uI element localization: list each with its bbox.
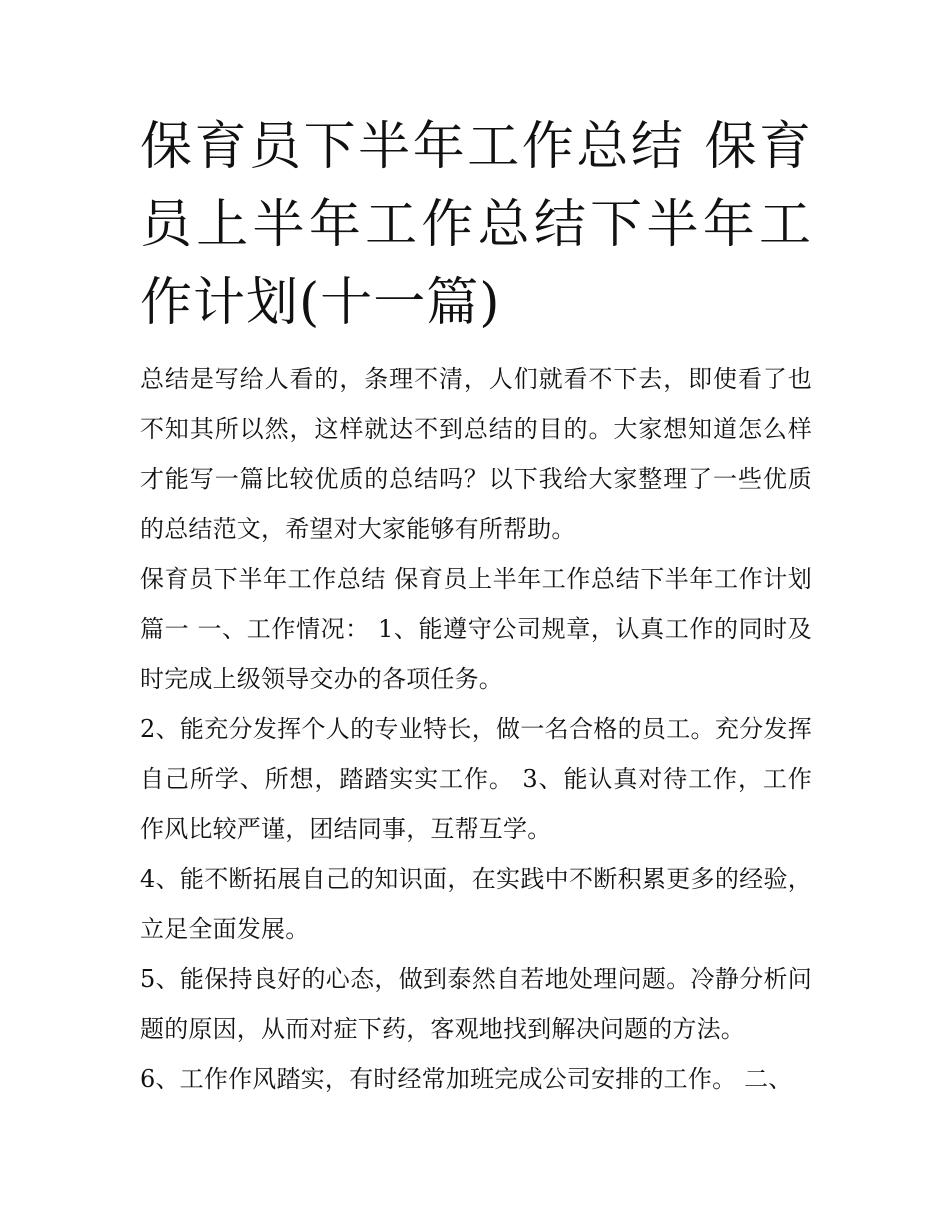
paragraph-item-2-3: 2、能充分发挥个人的专业特长，做一名合格的员工。充分发挥自己所学、所想，踏踏实实工作。 3、能认真对待工作，工作作风比较严谨，团结同事，互帮互学。 [140, 715, 812, 843]
document-page [140, 108, 812, 1104]
paragraph-item-6: 6、工作作风踏实，有时经常加班完成公司安排的工作。 二、 [140, 1065, 793, 1093]
paragraph-item-5: 5、能保持良好的心态，做到泰然自若地处理问题。冷静分析问题的原因，从而对症下药，客观地找到解决问题的方法。 [140, 965, 812, 1043]
paragraph-section-one: 保育员下半年工作总结 保育员上半年工作总结下半年工作计划篇一 一、工作情况： 1、能遵守公司规章，认真工作的同时及时完成上级领导交办的各项任务。 [140, 565, 812, 693]
paragraph-item-4: 4、能不断拓展自己的知识面，在实践中不断积累更多的经验，立足全面发展。 [140, 865, 812, 943]
document-title: 保育员下半年工作总结 保育员上半年工作总结下半年工作计划(十一篇) [140, 117, 812, 333]
paragraph-intro: 总结是写给人看的，条理不清，人们就看不下去，即使看了也不知其所以然，这样就达不到总结的目的。大家想知道怎么样才能写一篇比较优质的总结吗？以下我给大家整理了一些优质的总结范文，希望对大家能够有所帮助。 [140, 365, 812, 543]
